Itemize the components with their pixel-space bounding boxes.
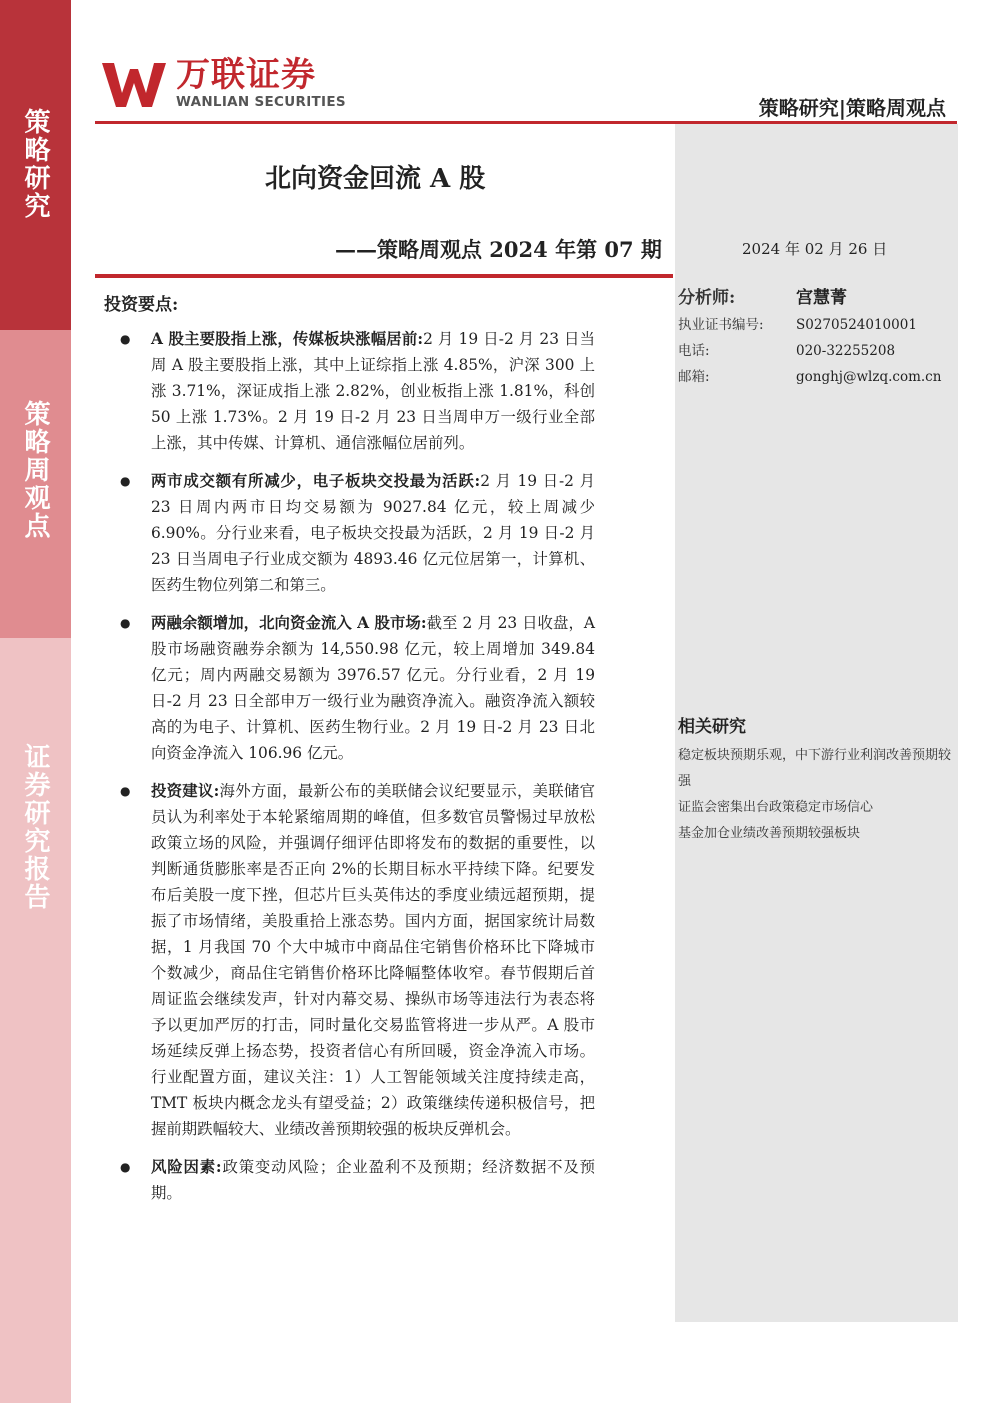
key-points-list [103,326,595,1206]
bullet-icon: ● [120,616,131,630]
email-address[interactable]: gonghj@wlzq.com.cn [796,369,942,385]
key-point-body: 政策变动风险；企业盈利不及预期；经济数据不及预期。 [151,1158,595,1202]
report-date: 2024 年 02 月 26 日 [742,240,888,258]
analyst-license-row [678,312,948,338]
analyst-name: 宫慧菁 [796,288,847,308]
company-logo [100,55,346,110]
key-point-item [103,468,595,598]
sidebar-label: 策略周观点 [20,400,50,540]
key-point-item [103,610,595,766]
bullet-icon: ● [120,784,131,798]
license-number: S0270524010001 [796,317,917,333]
analyst-name-row [678,284,948,312]
related-research-item[interactable]: 稳定板块预期乐观，中下游行业利润改善预期较强 [678,748,952,789]
sidebar-segment-securities-report [0,638,71,1403]
key-point-heading: 风险因素: [151,1158,222,1176]
license-label: 执业证书编号: [678,317,764,333]
analyst-info [678,284,948,390]
sidebar-label: 证券研究报告 [20,743,50,911]
related-research [678,712,960,847]
logo-english-name: WANLIAN SECURITIES [176,94,346,110]
key-point-heading: 投资建议: [151,782,220,800]
related-research-item[interactable]: 基金加仓业绩改善预期较强板块 [678,826,861,841]
key-point-body: 2 月 19 日-2 月 23 日周内两市日均交易额为 9027.84 亿元，较上周减少 6.90%。分行业来看，电子板块交投最为活跃，2 月 19 日-2 月 23 日当周电子行业成交额为 4893.46 亿元位居第一，计算机、医药生物位列第二和第三。 [151,472,596,594]
wanlian-logo-icon [100,59,168,109]
email-label: 邮箱: [678,369,710,385]
report-category: 策略研究|策略周观点 [758,96,946,120]
key-point-item [103,778,595,1142]
key-point-body: 海外方面，最新公布的美联储会议纪要显示，美联储官员认为利率处于本轮紧缩周期的峰值，但多数官员警惕过早放松政策立场的风险，并强调仔细评估即将发布的数据的重要性，以判断通货膨胀率是否正向 2%的长期目标水平持续下降。纪要发布后美股一度下挫，但芯片巨头英伟达的季度业绩远超预期，提振了市场情绪，美股重拾上涨态势。国内方面，据国家统计局数据，1 月我国 70 个大中城市中商品住宅销售价格环比下降城市个数减少，商品住宅销售价格环比降幅整体收窄。春节假期后首周证监会继续发声，针对内幕交易、操纵市场等违法行为表态将予以更加严厉的打击，同时量化交易监管将进一步从严。A 股市场延续反弹上扬态势，投资者信心有所回暖，资金净流入市场。行业配置方面，建议关注：1）人工智能领域关注度持续走高，TMT 板块内概念龙头有望受益；2）政策继续传递积极信号，把握前期跌幅较大、业绩改善预期较强的板块反弹机会。 [151,782,595,1138]
related-research-title: 相关研究 [678,717,746,737]
key-point-heading: 两市成交额有所减少，电子板块交投最为活跃: [151,472,481,490]
key-point-body: 截至 2 月 23 日收盘，A 股市场融资融券余额为 14,550.98 亿元，较上周增加 349.84 亿元；周内两融交易额为 3976.57 亿元。分行业看，2 月 19 日-2 月 23 日全部申万一级行业为融资净流入。融资净流入额较高的为电子、计算机、医药生物行业。2 月 19 日-2 月 23 日北向资金净流入 106.96 亿元。 [151,614,596,762]
related-research-item[interactable]: 证监会密集出台政策稳定市场信心 [678,800,874,815]
phone-number: 020-32255208 [796,343,896,359]
bullet-icon: ● [120,1160,131,1174]
sidebar-label: 策略研究 [20,108,50,220]
analyst-phone-row [678,338,948,364]
key-point-heading: A 股主要股指上涨，传媒板块涨幅居前: [151,330,424,348]
sidebar-segment-strategy-research [0,0,71,330]
key-point-heading: 两融余额增加，北向资金流入 A 股市场: [151,614,427,632]
report-subtitle: ——策略周观点 2024 年第 07 期 [335,237,662,262]
side-bar [0,0,71,1403]
bullet-icon: ● [120,474,131,488]
key-point-body: 2 月 19 日-2 月 23 日当周 A 股主要股指上涨，其中上证综指上涨 4.85%，沪深 300 上涨 3.71%，深证成指上涨 2.82%，创业板指上涨 1.81%，科创 50 上涨 1.73%。2 月 19 日-2 月 23 日当周申万一级行业全部上涨，其中传媒、计算机、通信涨幅位居前列。 [151,330,596,452]
key-point-item [103,326,595,456]
sidebar-segment-weekly-view [0,330,71,638]
analyst-label: 分析师: [678,288,736,308]
report-title: 北向资金回流 A 股 [265,164,486,194]
key-points-title: 投资要点: [104,295,179,315]
phone-label: 电话: [678,343,710,359]
key-point-item [103,1154,595,1206]
logo-chinese-name: 万联证券 [176,55,316,95]
title-divider [95,274,673,278]
analyst-email-row [678,364,948,390]
bullet-icon: ● [120,332,131,346]
